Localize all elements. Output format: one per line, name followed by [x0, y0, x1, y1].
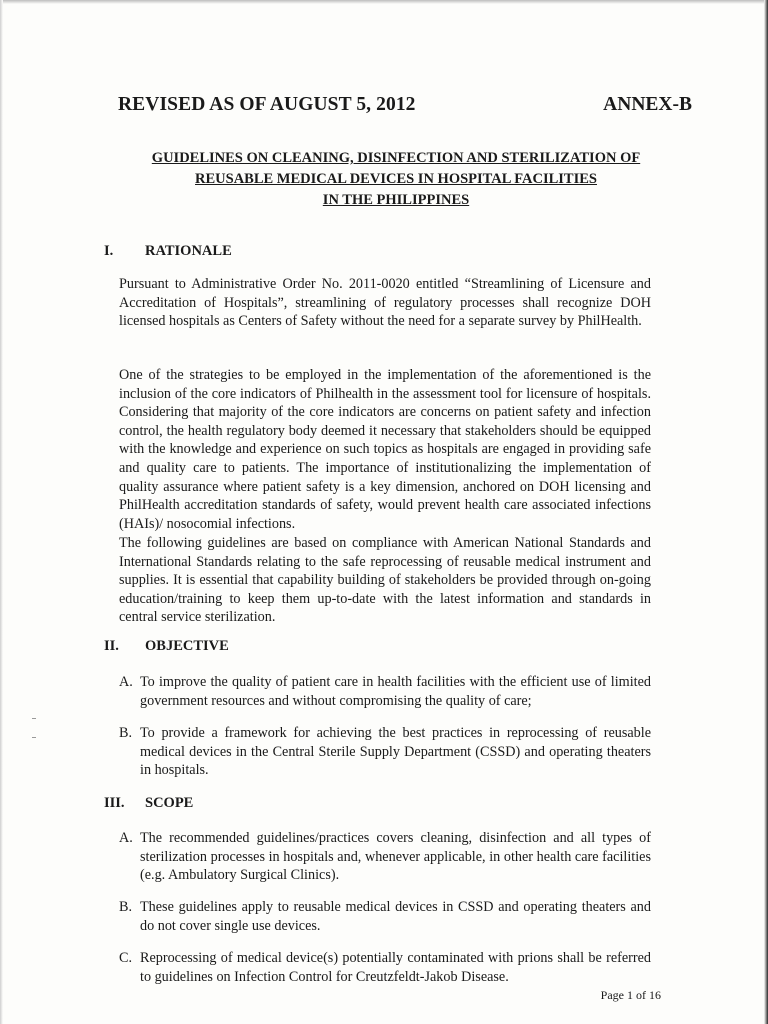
title-line: REUSABLE MEDICAL DEVICES IN HOSPITAL FACILITIES	[195, 171, 597, 187]
section-heading-rationale	[104, 243, 232, 260]
item-label: B.	[119, 899, 133, 915]
section-number: II.	[104, 638, 119, 654]
section-title: SCOPE	[145, 795, 194, 811]
annex-label: ANNEX-B	[603, 94, 692, 115]
item-label: A.	[119, 674, 133, 690]
scan-edge-left	[0, 0, 3, 1024]
item-text: To provide a framework for achieving the best practices in reprocessing of reusable medical devices in the Central Sterile Supply Department (CSSD) and operating theaters in hospitals.	[140, 725, 651, 779]
section-number: III.	[104, 795, 125, 811]
scope-item-b	[119, 898, 651, 935]
document-title	[118, 148, 674, 211]
scan-edge-right	[764, 0, 768, 1024]
objective-item-b	[119, 724, 651, 780]
rationale-paragraph-2: One of the strategies to be employed in the implementation of the aforementioned is the inclusion of the core indicators of Philhealth in the assessment tool for licensure of hospitals. Considering that majority of the core indicators are concerns on patient safety and infection control, the health regulatory body deemed it necessary that stakeholders should be equipped with the knowledge and experience on such topics as hospitals are engaged in providing safe and quality care to patients. The importance of institutionalizing the implementation of quality assurance where patient safety is a key dimension, anchored on DOH licensing and PhilHealth accreditation standards of safety, would prevent health care associated infections (HAIs)/ nosocomial infections.	[119, 367, 651, 532]
scan-edge-top	[0, 0, 768, 4]
title-line: GUIDELINES ON CLEANING, DISINFECTION AND STERILIZATION OF	[151, 150, 641, 166]
item-label: C.	[119, 950, 133, 966]
scope-item-a	[119, 829, 651, 885]
section-title: OBJECTIVE	[145, 638, 229, 654]
item-text: Reprocessing of medical device(s) potentially contaminated with prions shall be referred to guidelines on Infection Control for Creutzfeldt-Jakob Disease.	[140, 950, 651, 985]
rationale-paragraph-3: The following guidelines are based on compliance with American National Standards and International Standards relating to the safe reprocessing of reusable medical instrument and supplies. It is essential that capability building of stakeholders be provided through on-going education/training to keep them up-to-date with the latest information and standards in central service sterilization.	[119, 535, 651, 626]
item-text: These guidelines apply to reusable medical devices in CSSD and operating theaters and do not cover single use devices.	[140, 899, 651, 934]
item-label: B.	[119, 725, 133, 741]
item-label: A.	[119, 830, 133, 846]
objective-item-a	[119, 673, 651, 710]
revision-date: REVISED AS OF AUGUST 5, 2012	[118, 94, 416, 115]
title-line: IN THE PHILIPPINES	[322, 192, 470, 208]
section-heading-scope	[104, 795, 193, 812]
scan-speck	[32, 718, 36, 719]
section-title: RATIONALE	[145, 243, 232, 259]
scope-item-c	[119, 949, 651, 986]
page-number: Page 1 of 16	[600, 988, 661, 1002]
section-number: I.	[104, 243, 114, 259]
item-text: The recommended guidelines/practices covers cleaning, disinfection and all types of sterilization processes in hospitals and, whenever applicable, in other health care facilities (e.g. Ambulatory Surgical Clinics).	[140, 830, 651, 884]
scan-speck	[32, 737, 36, 738]
item-text: To improve the quality of patient care in health facilities with the efficient use of limited government resources and without compromising the quality of care;	[140, 674, 651, 709]
rationale-paragraph-1: Pursuant to Administrative Order No. 2011-0020 entitled “Streamlining of Licensure and Accreditation of Hospitals”, streamlining of regulatory processes shall recognize DOH licensed hospitals as Centers of Safety without the need for a separate survey by PhilHealth.	[119, 276, 651, 330]
section-heading-objective	[104, 638, 229, 655]
